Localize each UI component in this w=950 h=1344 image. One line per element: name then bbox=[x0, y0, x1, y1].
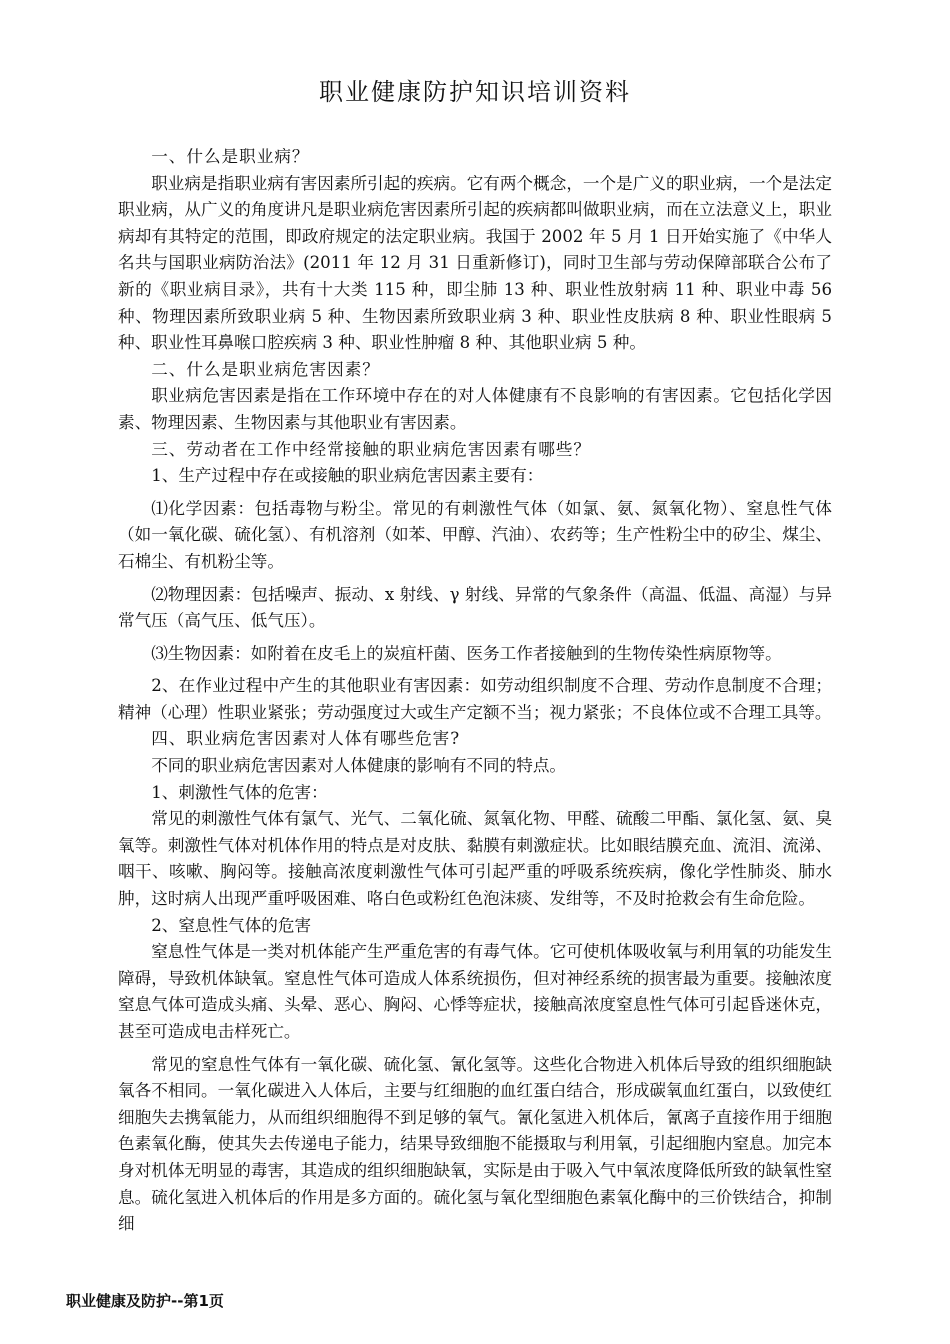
paragraph: 职业病是指职业病有害因素所引起的疾病。它有两个概念，一个是广义的职业病，一个是法定职业病，从广义的角度讲凡是职业病危害因素所引起的疾病都叫做职业病，而在立法意义上，职业病却有其特定的范围，即政府规定的法定职业病。我国于 2002 年 5 月 1 日开始实施了《中华人名共与国职业病防治法》(2011 年 12 月 31 日重新修订)，同时卫生部与劳动保障部联合公布了新的《职业病目录》，共有十大类 115 种，即尘肺 13 种、职业性放射病 11 种、职业中毒 56 种、物理因素所致职业病 5 种、生物因素所致职业病 3 种、职业性皮肤病 8 种、职业性眼病 5 种、职业性耳鼻喉口腔疾病 3 种、职业性肿瘤 8 种、其他职业病 5 种。 bbox=[118, 173, 832, 353]
subheading: 2、窒息性气体的危害 bbox=[151, 915, 312, 935]
section-heading-1: 一、什么是职业病？ bbox=[151, 147, 310, 166]
paragraph: ⑵物理因素：包括噪声、振动、x 射线、γ 射线、异常的气象条件（高温、低温、高湿）与异常气压（高气压、低气压）。 bbox=[118, 584, 832, 631]
paragraph: ⑶生物因素：如附着在皮毛上的炭疽杆菌、医务工作者接触到的生物传染性病原物等。 bbox=[151, 643, 782, 663]
paragraph: 1、生产过程中存在或接触的职业病危害因素主要有： bbox=[151, 466, 544, 486]
document-body bbox=[118, 144, 832, 1238]
paragraph: 2、在作业过程中产生的其他职业有害因素：如劳动组织制度不合理、劳动作息制度不合理；精神（心理）性职业紧张；劳动强度过大或生产定额不当；视力紧张；不良体位或不合理工具等。 bbox=[118, 676, 832, 722]
section-heading-4: 四、职业病危害因素对人体有哪些危害? bbox=[151, 729, 461, 749]
document-title: 职业健康防护知识培训资料 bbox=[319, 78, 631, 106]
paragraph: 窒息性气体是一类对机体能产生严重危害的有毒气体。它可使机体吸收氧与利用氧的功能发生障碍，导致机体缺氧。窒息性气体可造成人体系统损伤，但对神经系统的损害最为重要。接触浓度窒息气体可造成头痛、头晕、恶心、胸闷、心悸等症状，接触高浓度窒息性气体可引起昏迷休克，甚至可造成电击样死亡。 bbox=[118, 942, 832, 1041]
paragraph: 不同的职业病危害因素对人体健康的影响有不同的特点。 bbox=[151, 756, 567, 776]
page-footer: 职业健康及防护--第1页 bbox=[66, 1292, 224, 1310]
section-heading-2: 二、什么是职业病危害因素？ bbox=[151, 359, 380, 379]
paragraph: 常见的窒息性气体有一氧化碳、硫化氢、氰化氢等。这些化合物进入机体后导致的组织细胞缺氧各不相同。一氧化碳进入人体后，主要与红细胞的血红蛋白结合，形成碳氧血红蛋白，以致使红细胞失去携氧能力，从而组织细胞得不到足够的氧气。氰化氢进入机体后，氰离子直接作用于细胞色素氧化酶，使其失去传递电子能力，结果导致细胞不能摄取与利用氧，引起细胞内窒息。加完本身对机体无明显的毒害，其造成的组织细胞缺氧，实际是由于吸入气中氧浓度降低所致的缺氧性窒息。硫化氢进入机体后的作用是多方面的。硫化氢与氧化型细胞色素氧化酶中的三价铁结合，抑制细 bbox=[118, 1054, 832, 1234]
paragraph: ⑴化学因素：包括毒物与粉尘。常见的有刺激性气体（如氯、氨、氮氧化物）、窒息性气体（如一氧化碳、硫化氢）、有机溶剂（如苯、甲醇、汽油）、农药等；生产性粉尘中的矽尘、煤尘、石棉尘、有机粉尘等。 bbox=[118, 498, 832, 571]
subheading: 1、刺激性气体的危害： bbox=[151, 782, 328, 802]
paragraph: 职业病危害因素是指在工作环境中存在的对人体健康有不良影响的有害因素。它包括化学因素、物理因素、生物因素与其他职业有害因素。 bbox=[118, 386, 832, 432]
section-heading-3: 三、劳动者在工作中经常接触的职业病危害因素有哪些？ bbox=[151, 439, 592, 459]
paragraph: 常见的刺激性气体有氯气、光气、二氧化硫、氮氧化物、甲醛、硫酸二甲酯、氯化氢、氨、臭氧等。刺激性气体对机体作用的特点是对皮肤、黏膜有刺激症状。比如眼结膜充血、流泪、流涕、咽干、咳嗽、胸闷等。接触高浓度刺激性气体可引起严重的呼吸系统疾病，像化学性肺炎、肺水肿，这时病人出现严重呼吸困难、咯白色或粉红色泡沫痰、发绀等，不及时抢救会有生命危险。 bbox=[118, 809, 832, 909]
